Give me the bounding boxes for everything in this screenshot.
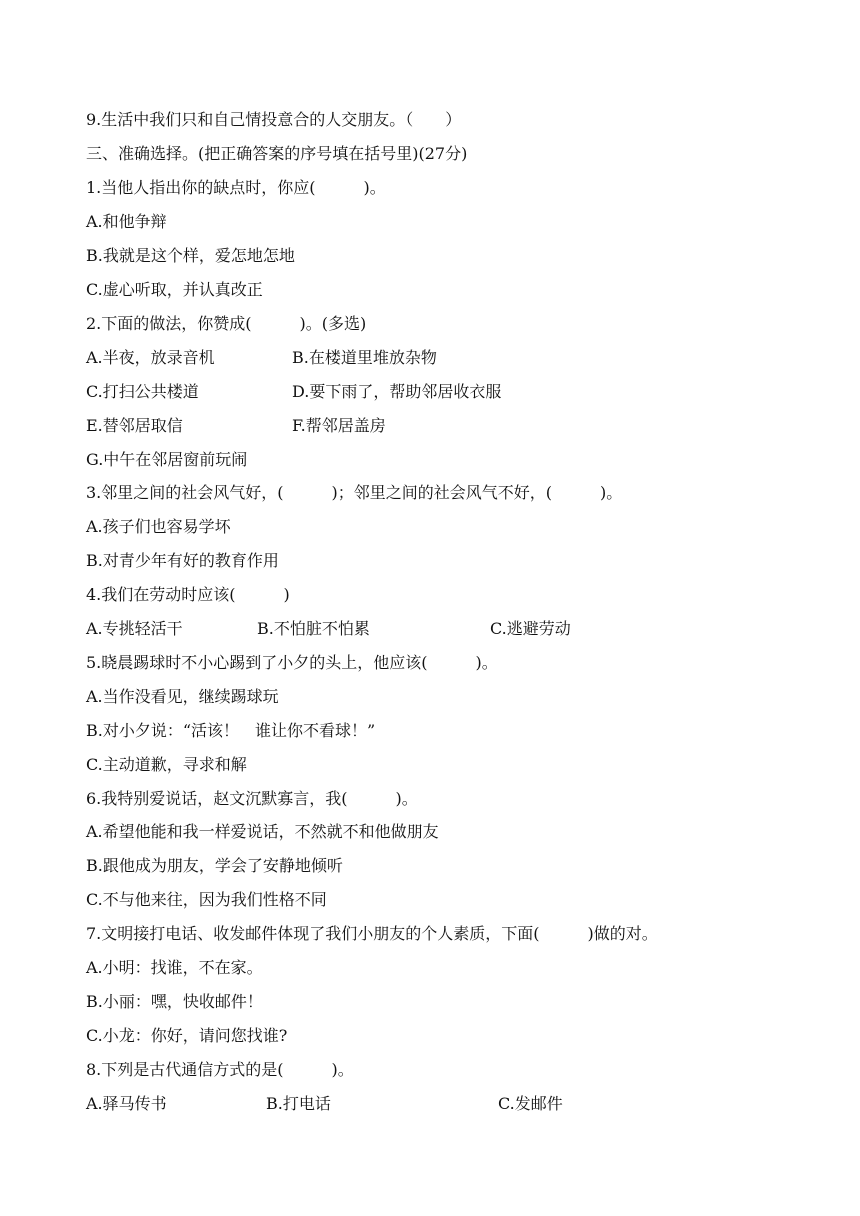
q2-option-b: B.在楼道里堆放杂物 xyxy=(292,348,437,367)
section-3-heading: 三、准确选择。(把正确答案的序号填在括号里)(27分) xyxy=(86,144,468,163)
q7-stem: 7.文明接打电话、收发邮件体现了我们小朋友的个人素质，下面( )做的对。 xyxy=(86,924,658,943)
q8-option-c: C.发邮件 xyxy=(498,1094,563,1113)
q2-option-g: G.中午在邻居窗前玩闹 xyxy=(86,450,248,469)
q8-stem: 8.下列是古代通信方式的是( )。 xyxy=(86,1060,354,1079)
q7-option-b: B.小丽：嘿，快收邮件！ xyxy=(86,992,263,1011)
q5-option-c: C.主动道歉，寻求和解 xyxy=(86,755,247,774)
q8-option-b: B.打电话 xyxy=(266,1094,331,1113)
q9-statement: 9.生活中我们只和自己情投意合的人交朋友。（ ） xyxy=(86,110,462,129)
q2-option-d: D.要下雨了，帮助邻居收衣服 xyxy=(292,382,502,401)
q3-option-a: A.孩子们也容易学坏 xyxy=(86,517,231,536)
q3-stem: 3.邻里之间的社会风气好，( )；邻里之间的社会风气不好，( )。 xyxy=(86,483,623,502)
q4-stem: 4.我们在劳动时应该( ) xyxy=(86,585,290,604)
q4-option-c: C.逃避劳动 xyxy=(490,619,571,638)
q1-stem: 1.当他人指出你的缺点时，你应( )。 xyxy=(86,178,386,197)
q8-option-a: A.驿马传书 xyxy=(86,1094,167,1113)
q2-option-e: E.替邻居取信 xyxy=(86,416,183,435)
q3-option-b: B.对青少年有好的教育作用 xyxy=(86,551,279,570)
q2-option-c: C.打扫公共楼道 xyxy=(86,382,199,401)
q2-stem: 2.下面的做法，你赞成( )。(多选) xyxy=(86,314,367,333)
q6-option-c: C.不与他来往，因为我们性格不同 xyxy=(86,890,327,909)
q7-option-c: C.小龙：你好，请问您找谁? xyxy=(86,1026,288,1045)
q6-stem: 6.我特别爱说话，赵文沉默寡言，我( )。 xyxy=(86,789,418,808)
q4-option-a: A.专挑轻活干 xyxy=(86,619,183,638)
q6-option-b: B.跟他成为朋友，学会了安静地倾听 xyxy=(86,856,343,875)
q1-option-a: A.和他争辩 xyxy=(86,212,167,231)
q1-option-c: C.虚心听取，并认真改正 xyxy=(86,280,263,299)
q2-option-f: F.帮邻居盖房 xyxy=(292,416,386,435)
q5-stem: 5.晓晨踢球时不小心踢到了小夕的头上，他应该( )。 xyxy=(86,653,498,672)
q4-option-b: B.不怕脏不怕累 xyxy=(257,619,370,638)
q7-option-a: A.小明：找谁，不在家。 xyxy=(86,958,263,977)
q1-option-b: B.我就是这个样，爱怎地怎地 xyxy=(86,246,295,265)
q5-option-b: B.对小夕说：“活该！ 谁让你不看球！” xyxy=(86,721,376,740)
q5-option-a: A.当作没看见，继续踢球玩 xyxy=(86,687,279,706)
q2-option-a: A.半夜，放录音机 xyxy=(86,348,215,367)
q6-option-a: A.希望他能和我一样爱说话，不然就不和他做朋友 xyxy=(86,822,439,841)
